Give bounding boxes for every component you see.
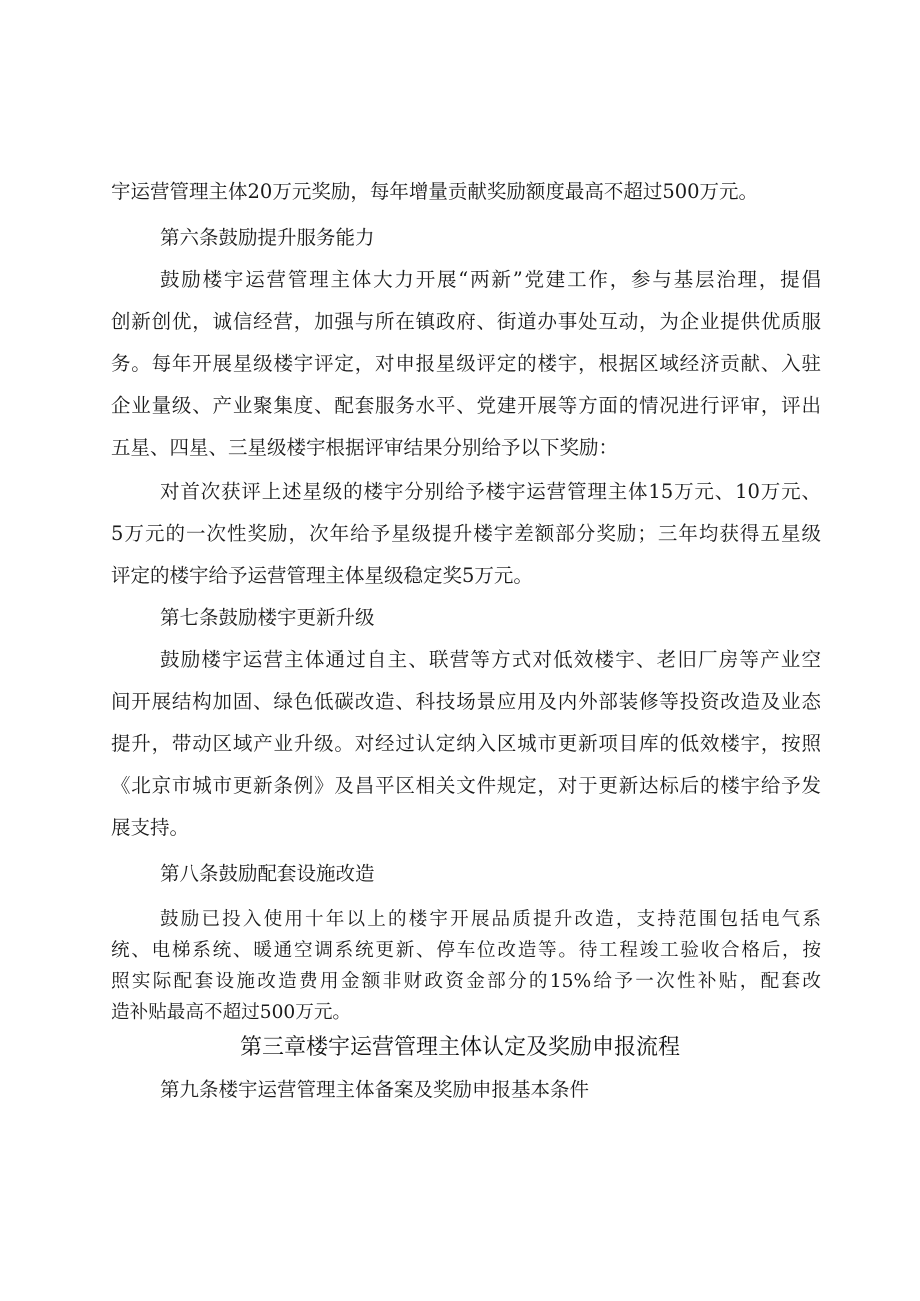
paragraph-line: 对首次获评上述星级的楼宇分别给予楼宇运营管理主体15万元、10万元、 (160, 480, 821, 503)
paragraph-line: 评定的楼宇给予运营管理主体星级稳定奖5万元。 (111, 564, 533, 587)
chapter-title: 第三章楼宇运营管理主体认定及奖励申报流程 (239, 1035, 680, 1060)
paragraph-line: 务。每年开展星级楼宇评定，对申报星级评定的楼宇，根据区域经济贡献、入驻 (111, 352, 821, 375)
article-heading-9: 第九条楼宇运营管理主体备案及奖励申报基本条件 (160, 1078, 590, 1101)
paragraph-line: 照实际配套设施改造费用金额非财政资金部分的15%给予一次性补贴，配套改 (111, 971, 821, 992)
article-heading-8: 第八条鼓励配套设施改造 (160, 862, 375, 885)
paragraph-line: 鼓励已投入使用十年以上的楼宇开展品质提升改造，支持范围包括电气系 (160, 909, 821, 930)
paragraph-line: 创新创优，诚信经营，加强与所在镇政府、街道办事处互动，为企业提供优质服 (111, 310, 821, 333)
article-heading-6: 第六条鼓励提升服务能力 (160, 226, 375, 249)
paragraph-line: 宇运营管理主体20万元奖励，每年增量贡献奖励额度最高不超过500万元。 (111, 180, 759, 203)
paragraph-line: 《北京市城市更新条例》及昌平区相关文件规定，对于更新达标后的楼宇给予发 (111, 774, 821, 797)
paragraph-line: 企业量级、产业聚集度、配套服务水平、党建开展等方面的情况进行评审，评出 (111, 394, 821, 417)
paragraph-line: 统、电梯系统、暖通空调系统更新、停车位改造等。待工程竣工验收合格后，按 (111, 940, 821, 961)
paragraph-line: 鼓励楼宇运营管理主体大力开展“两新”党建工作，参与基层治理，提倡 (160, 268, 821, 291)
paragraph-line: 五星、四星、三星级楼宇根据评审结果分别给予以下奖励： (111, 436, 619, 459)
paragraph-line: 5万元的一次性奖励，次年给予星级提升楼宇差额部分奖励；三年均获得五星级 (111, 522, 821, 545)
paragraph-line: 展支持。 (111, 816, 190, 839)
article-heading-7: 第七条鼓励楼宇更新升级 (160, 606, 375, 629)
paragraph-line: 造补贴最高不超过500万元。 (111, 1002, 352, 1023)
paragraph-line: 间开展结构加固、绿色低碳改造、科技场景应用及内外部装修等投资改造及业态 (111, 690, 821, 713)
paragraph-line: 提升，带动区域产业升级。对经过认定纳入区城市更新项目库的低效楼宇，按照 (111, 732, 821, 755)
paragraph-line: 鼓励楼宇运营主体通过自主、联营等方式对低效楼宇、老旧厂房等产业空 (160, 648, 821, 671)
